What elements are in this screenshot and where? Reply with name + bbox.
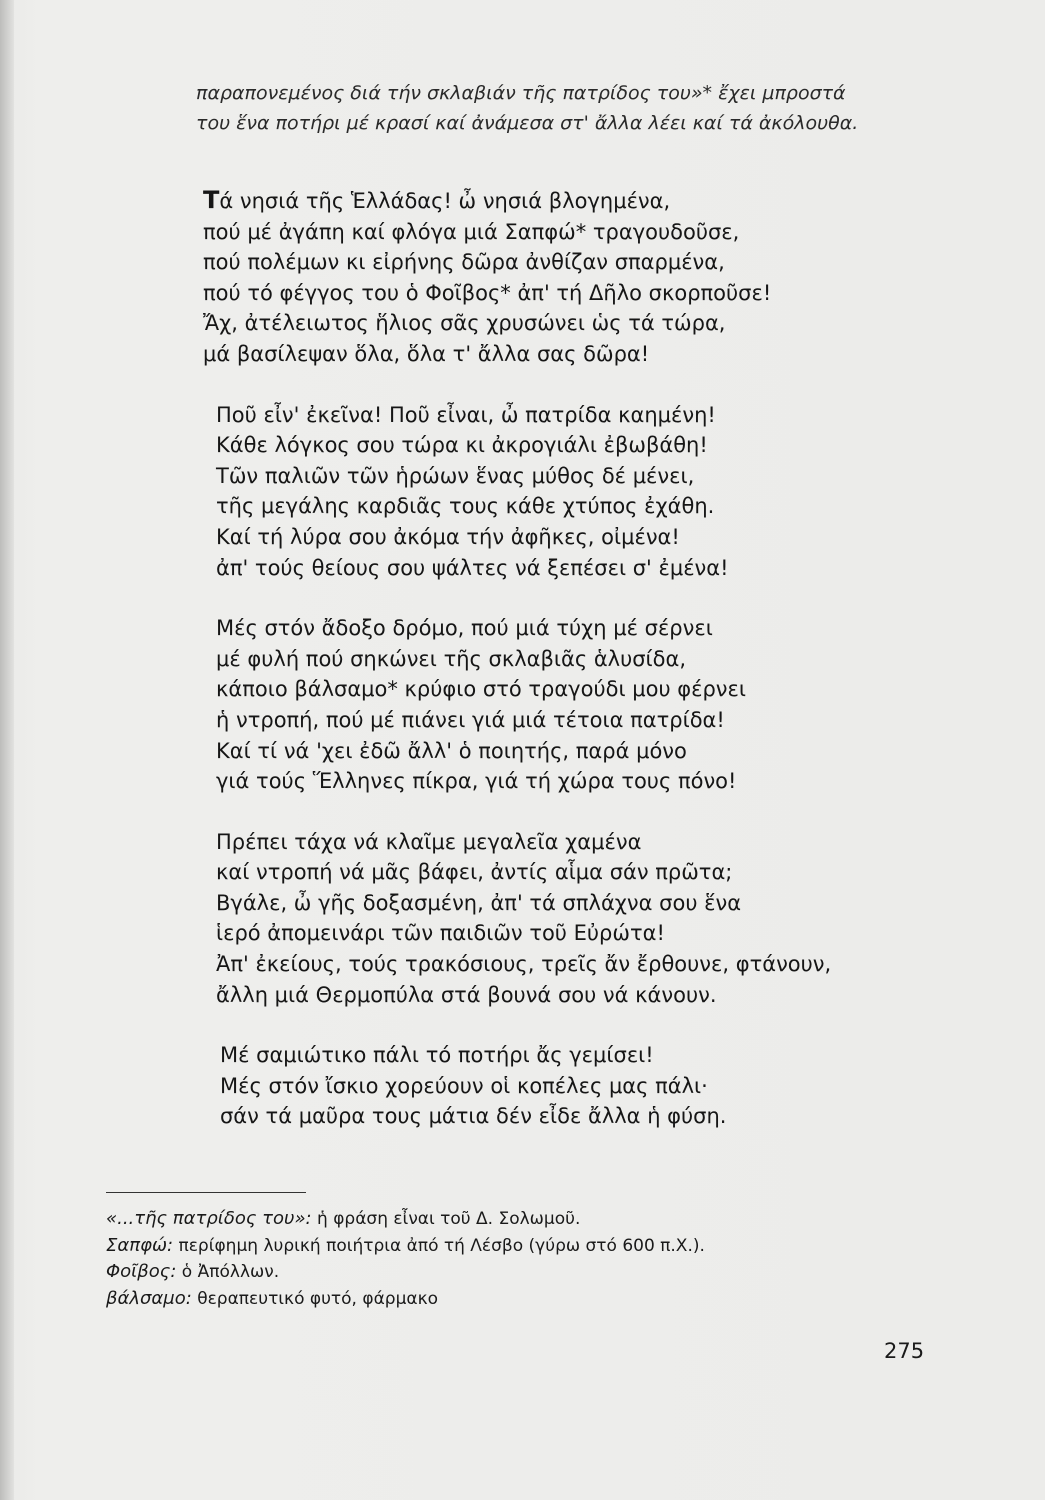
poem-line: Πρέπει τάχα νά κλαῖμε μεγαλεῖα χαμένα — [216, 829, 642, 854]
poem-line: ἄλλη μιά Θερμοπύλα στά βουνά σου νά κάνουν. — [216, 982, 717, 1007]
poem — [203, 185, 943, 1162]
poem-stanza-2 — [203, 400, 943, 584]
poem-line: Μές στόν ἄδοξο δρόμο, πού μιά τύχη μέ σέρνει — [216, 616, 713, 641]
footnote-text: θεραπευτικό φυτό, φάρμακο — [191, 1288, 439, 1309]
footnote — [106, 1259, 926, 1286]
page-spine-shadow — [0, 0, 14, 1500]
drop-cap: Τ — [203, 186, 220, 214]
poem-line: πού πολέμων κι εἰρήνης δῶρα ἀνθίζαν σπαρμένα, — [203, 250, 725, 275]
poem-line: γιά τούς Ἕλληνες πίκρα, γιά τή χώρα τους πόνο! — [216, 769, 737, 794]
poem-line: Τῶν παλιῶν τῶν ἡρώων ἕνας μύθος δέ μένει, — [216, 463, 695, 488]
footnote-text: ἡ φράση εἶναι τοῦ Δ. Σολωμοῦ. — [311, 1209, 581, 1229]
poem-stanza-4 — [203, 827, 943, 1011]
poem-line: τῆς μεγάλης καρδιᾶς τους κάθε χτύπος ἐχάθη. — [216, 494, 715, 519]
footnote-term: Σαπφώ: — [106, 1234, 174, 1256]
poem-line-text: ά νησιά τῆς Ἑλλάδας! ὦ νησιά βλογημένα, — [219, 189, 671, 213]
page-number: 275 — [884, 1339, 925, 1363]
intro-line: παραπονεμένος διά τήν σκλαβιάν τῆς πατρίδος του»* ἔχει μπροστά — [196, 82, 846, 104]
footnote — [106, 1286, 926, 1313]
poem-line: Καί τή λύρα σου ἀκόμα τήν ἀφῆκες, οἰμένα! — [216, 524, 680, 549]
footnote-text: περίφημη λυρική ποιήτρια ἀπό τή Λέσβο (γύρω στό 600 π.Χ.). — [173, 1235, 705, 1256]
intro-paragraph — [196, 78, 936, 138]
footnote-divider — [106, 1192, 306, 1193]
footnote — [106, 1233, 926, 1260]
poem-line: μέ φυλή πού σηκώνει τῆς σκλαβιᾶς ἁλυσίδα, — [216, 646, 687, 671]
poem-line — [203, 185, 943, 217]
footnote — [106, 1206, 926, 1233]
poem-line: Ἄχ, ἀτέλειωτος ἥλιος σᾶς χρυσώνει ὡς τά τώρα, — [203, 311, 726, 336]
poem-line: πού μέ ἀγάπη καί φλόγα μιά Σαπφώ* τραγουδοῦσε, — [203, 219, 740, 244]
poem-line: Μέ σαμιώτικο πάλι τό ποτήρι ἄς γεμίσει! — [220, 1043, 654, 1068]
footnotes — [106, 1206, 926, 1312]
poem-line: καί ντροπή νά μᾶς βάφει, ἀντίς αἷμα σάν πρῶτα; — [216, 860, 733, 885]
footnote-term: «...τῆς πατρίδος του»: — [106, 1208, 312, 1229]
footnote-text: ὁ Ἀπόλλων. — [176, 1262, 280, 1282]
poem-line: πού τό φέγγος του ὁ Φοῖβος* ἀπ' τή Δῆλο σκορποῦσε! — [203, 280, 772, 305]
poem-line: ἀπ' τούς θείους σου ψάλτες νά ξεπέσει σ' ἐμένα! — [216, 555, 729, 580]
poem-line: ἱερό ἀπομεινάρι τῶν παιδιῶν τοῦ Εὐρώτα! — [216, 921, 665, 946]
poem-stanza-5 — [203, 1040, 943, 1132]
poem-line: Καί τί νά 'χει ἐδῶ ἄλλ' ὁ ποιητής, παρά μόνο — [216, 738, 687, 763]
poem-stanza-1 — [203, 185, 943, 370]
intro-line: του ἕνα ποτήρι μέ κρασί καί ἀνάμεσα στ' ἄλλα λέει καί τά ἀκόλουθα. — [196, 112, 859, 134]
poem-line: Μές στόν ἴσκιο χορεύουν οἱ κοπέλες μας πάλι· — [220, 1073, 708, 1098]
poem-line: μά βασίλεψαν ὅλα, ὅλα τ' ἄλλα σας δῶρα! — [203, 341, 650, 366]
poem-line: ἡ ντροπή, πού μέ πιάνει γιά μιά τέτοια πατρίδα! — [216, 707, 725, 732]
poem-line: Βγάλε, ὦ γῆς δοξασμένη, ἀπ' τά σπλάχνα σου ἕνα — [216, 890, 742, 915]
poem-line: σάν τά μαῦρα τους μάτια δέν εἶδε ἄλλα ἡ φύση. — [220, 1104, 727, 1129]
poem-stanza-3 — [203, 613, 943, 797]
footnote-term: βάλσαμο: — [106, 1287, 192, 1309]
footnote-term: Φοῖβος: — [106, 1261, 177, 1282]
poem-line: Ποῦ εἶν' ἐκεῖνα! Ποῦ εἶναι, ὦ πατρίδα καημένη! — [216, 402, 716, 427]
poem-line: Ἀπ' ἐκείους, τούς τρακόσιους, τρεῖς ἄν ἔρθουνε, φτάνουν, — [216, 952, 832, 977]
poem-line: Κάθε λόγκος σου τώρα κι ἀκρογιάλι ἐβωβάθη! — [216, 433, 708, 458]
poem-line: κάποιο βάλσαμο* κρύφιο στό τραγούδι μου φέρνει — [216, 677, 746, 702]
